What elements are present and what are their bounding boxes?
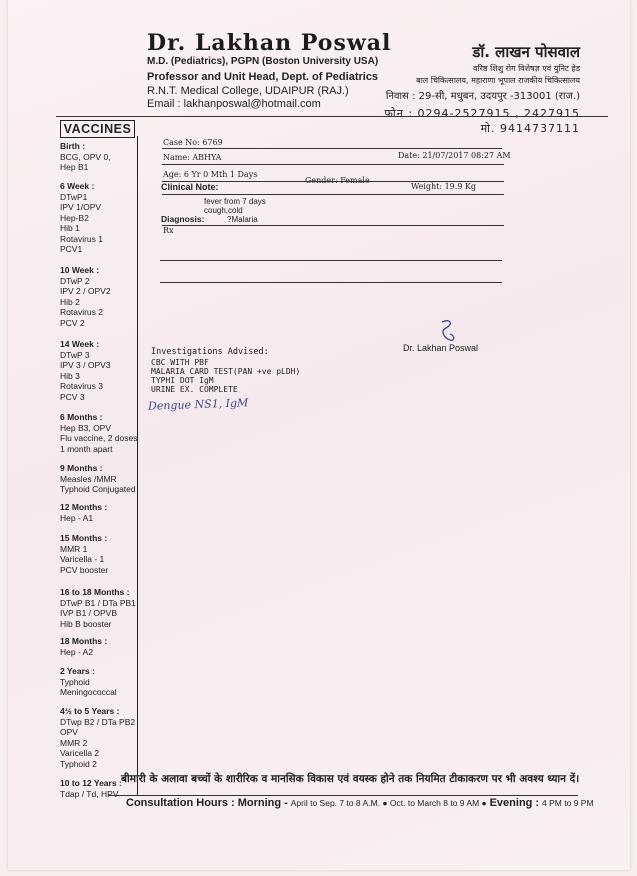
vaccine-age: 4½ to 5 Years : — [60, 706, 120, 716]
vaccine-group-6-months — [60, 412, 140, 454]
vaccine-item: Measles /MMR — [60, 473, 117, 484]
rule-line — [162, 148, 502, 149]
vaccine-age: 6 Months : — [60, 412, 103, 422]
rule-line — [160, 282, 502, 283]
vaccine-item: Hib 1 — [60, 223, 80, 233]
clinical-note-label: Clinical Note: — [161, 182, 219, 192]
vaccine-item: Varicella 2 — [60, 748, 100, 758]
vaccine-item: IPV 3 / OPV3 — [60, 360, 111, 370]
vaccine-age: 18 Months : — [60, 636, 108, 646]
vaccine-item: Hib 3 — [60, 370, 80, 381]
vaccine-age: 10 to 12 Years : — [60, 778, 122, 788]
vaccine-age: 16 to 18 Months : — [60, 587, 130, 597]
vaccine-item: Typhoid — [60, 676, 90, 687]
vaccine-item: MMR 2 — [60, 737, 88, 748]
vaccine-item: Flu vaccine, 2 doses — [60, 433, 138, 443]
vaccine-item: Typhoid 2 — [60, 758, 97, 769]
vaccine-item: DTwP B1 / DTa PB1 — [60, 597, 136, 608]
consult-label: Consultation Hours : — [126, 797, 235, 809]
hindi-address: निवास : 29-सी, मधुबन, उदयपुर -313001 (राज.) — [385, 91, 580, 102]
investigations-label: Investigations Advised: — [151, 347, 269, 357]
vaccine-age: 14 Week : — [60, 339, 100, 349]
vaccine-group-9-months — [60, 463, 140, 495]
vaccine-item: DTwP 2 — [60, 275, 90, 286]
vaccine-item: PCV 2 — [60, 317, 85, 328]
vaccine-group-10-week — [60, 265, 140, 328]
vaccine-item: DTwP1 — [60, 191, 88, 202]
evening-hours: 4 PM to 9 PM — [542, 798, 594, 808]
vaccine-age: 2 Years : — [60, 666, 95, 676]
vaccine-age: Birth : — [60, 141, 86, 151]
doctor-name: Dr. Lakhan Poswal — [147, 30, 392, 56]
vaccine-item: Hep B1 — [60, 162, 89, 172]
hindi-hospital: बाल चिकित्सालय, महाराणा भूपाल राजकीय चिकित्सालय — [416, 76, 580, 85]
hindi-phone: फोन : 0294-2527915 , 2427915 — [384, 107, 580, 120]
vaccine-item: Hep - A1 — [60, 512, 94, 523]
signature-mark — [436, 318, 462, 346]
doctor-position: Professor and Unit Head, Dept. of Pediatrics — [147, 71, 379, 83]
morning-hours: April to Sep. 7 to 8 A.M. ● Oct. to March 8 to 9 AM ● — [290, 798, 487, 808]
vaccine-item: Hib B booster — [60, 618, 112, 629]
visit-date: Date: 21/07/2017 08:27 AM — [398, 151, 511, 160]
vaccine-item: Hib 2 — [60, 296, 80, 307]
investigation-item: TYPHI DOT IgM — [151, 376, 214, 385]
vaccine-group-2-years — [60, 666, 140, 698]
diagnosis-value: ?Malaria — [227, 215, 258, 224]
vaccine-item: MMR 1 — [60, 543, 88, 554]
patient-name: Name: ABHYA — [163, 153, 222, 162]
hindi-footer-note: बीमारी के अलावा बच्चों के शारीरिक व मानसिक विकास एवं वयस्क होने तक नियमित टीकाकरण पर भी अवश्य ध्यान दें। — [121, 773, 580, 785]
vaccine-item: IVP B1 / OPVB — [60, 608, 118, 618]
rule-line — [162, 225, 504, 226]
vaccines-title: VACCINES — [63, 122, 132, 136]
signature-name: Dr. Lakhan Poswal — [403, 343, 479, 353]
morning-label: Morning - — [237, 797, 288, 809]
patient-gender: Gender: Female — [305, 176, 370, 185]
patient-age: Age: 6 Yr 0 Mth 1 Days — [163, 170, 258, 179]
vaccine-item: Rotavirus 3 — [60, 381, 103, 391]
vaccine-group-6-week — [60, 181, 140, 255]
vaccine-group-16-18-months — [60, 587, 140, 629]
vaccine-item: DTwP 3 — [60, 349, 90, 360]
vaccine-item: BCG, OPV 0, — [60, 151, 111, 162]
vaccine-group-4-5-years — [60, 706, 140, 769]
vaccine-item: Hep - A2 — [60, 646, 94, 657]
vaccine-item: Meningococcal — [60, 687, 117, 697]
prescription-sheet — [8, 0, 630, 870]
rule-line — [162, 194, 504, 195]
vaccine-item: Hep B3, OPV — [60, 422, 112, 433]
vaccine-item: Rotavirus 2 — [60, 307, 103, 317]
vaccine-item: IPV 1/OPV — [60, 202, 102, 212]
vaccine-item: Typhoid Conjugated — [60, 484, 136, 494]
investigation-item: URINE EX. COMPLETE — [151, 385, 238, 394]
vaccine-age: 12 Months : — [60, 502, 108, 512]
vaccine-group-15-months — [60, 533, 140, 575]
doctor-degrees: M.D. (Pediatrics), PGPN (Boston University USA) — [147, 56, 379, 67]
vaccine-age: 10 Week : — [60, 265, 100, 275]
footer-divider — [108, 795, 578, 796]
vaccine-age: 15 Months : — [60, 533, 108, 543]
vaccine-item: IPV 2 / OPV2 — [60, 286, 111, 296]
vaccine-item: PCV1 — [60, 244, 83, 254]
college-name: R.N.T. Medical College, UDAIPUR (RAJ.) — [147, 85, 349, 97]
investigation-item: CBC WITH PBF — [151, 358, 209, 367]
vaccine-group-18-months — [60, 636, 140, 657]
vaccine-item: PCV 3 — [60, 391, 85, 402]
case-number: Case No: 6769 — [163, 138, 223, 147]
hindi-title: वरिष्ठ शिशु रोग विशेषज्ञ एवं युनिट हेड — [473, 64, 580, 73]
investigation-item: MALARIA CARD TEST(PAN +ve pLDH) — [151, 367, 301, 376]
vaccine-item: Hep-B2 — [60, 212, 89, 223]
clinical-note: fever from 7 days — [204, 197, 266, 206]
vaccine-group-14-week — [60, 339, 140, 402]
clinical-note: cough,cold — [204, 206, 243, 215]
vaccine-item: Tdap / Td, HPV — [60, 788, 119, 799]
vaccine-item: Rotavirus 1 — [60, 233, 103, 244]
handwritten-addition: Dengue NS1, IgM — [147, 396, 249, 413]
evening-label: Evening : — [489, 797, 540, 809]
vaccine-age: 9 Months : — [60, 463, 103, 473]
rule-line — [162, 164, 504, 165]
patient-weight: Weight: 19.9 Kg — [411, 182, 477, 191]
vaccine-item: Varicella - 1 — [60, 554, 105, 564]
header-divider — [56, 116, 608, 117]
rule-line — [160, 260, 502, 261]
vaccine-age: 6 Week : — [60, 181, 95, 191]
vaccine-item: 1 month apart — [60, 443, 113, 454]
hindi-mobile: मो. 9414737111 — [480, 122, 580, 135]
vaccine-group-12-months — [60, 502, 140, 523]
vaccines-title-box — [60, 120, 135, 138]
vaccine-item: DTwp B2 / DTa PB2 — [60, 716, 136, 727]
doctor-email: Email : lakhanposwal@hotmail.com — [147, 98, 321, 110]
diagnosis-label: Diagnosis: — [161, 214, 205, 224]
vaccine-group-birth — [60, 141, 140, 173]
vaccine-item: OPV — [60, 727, 78, 737]
vaccine-item: PCV booster — [60, 564, 109, 575]
hindi-doctor-name: डॉ. लाखन पोसवाल — [472, 43, 580, 61]
consultation-hours — [126, 797, 594, 809]
rx-label: Rx — [163, 226, 174, 235]
